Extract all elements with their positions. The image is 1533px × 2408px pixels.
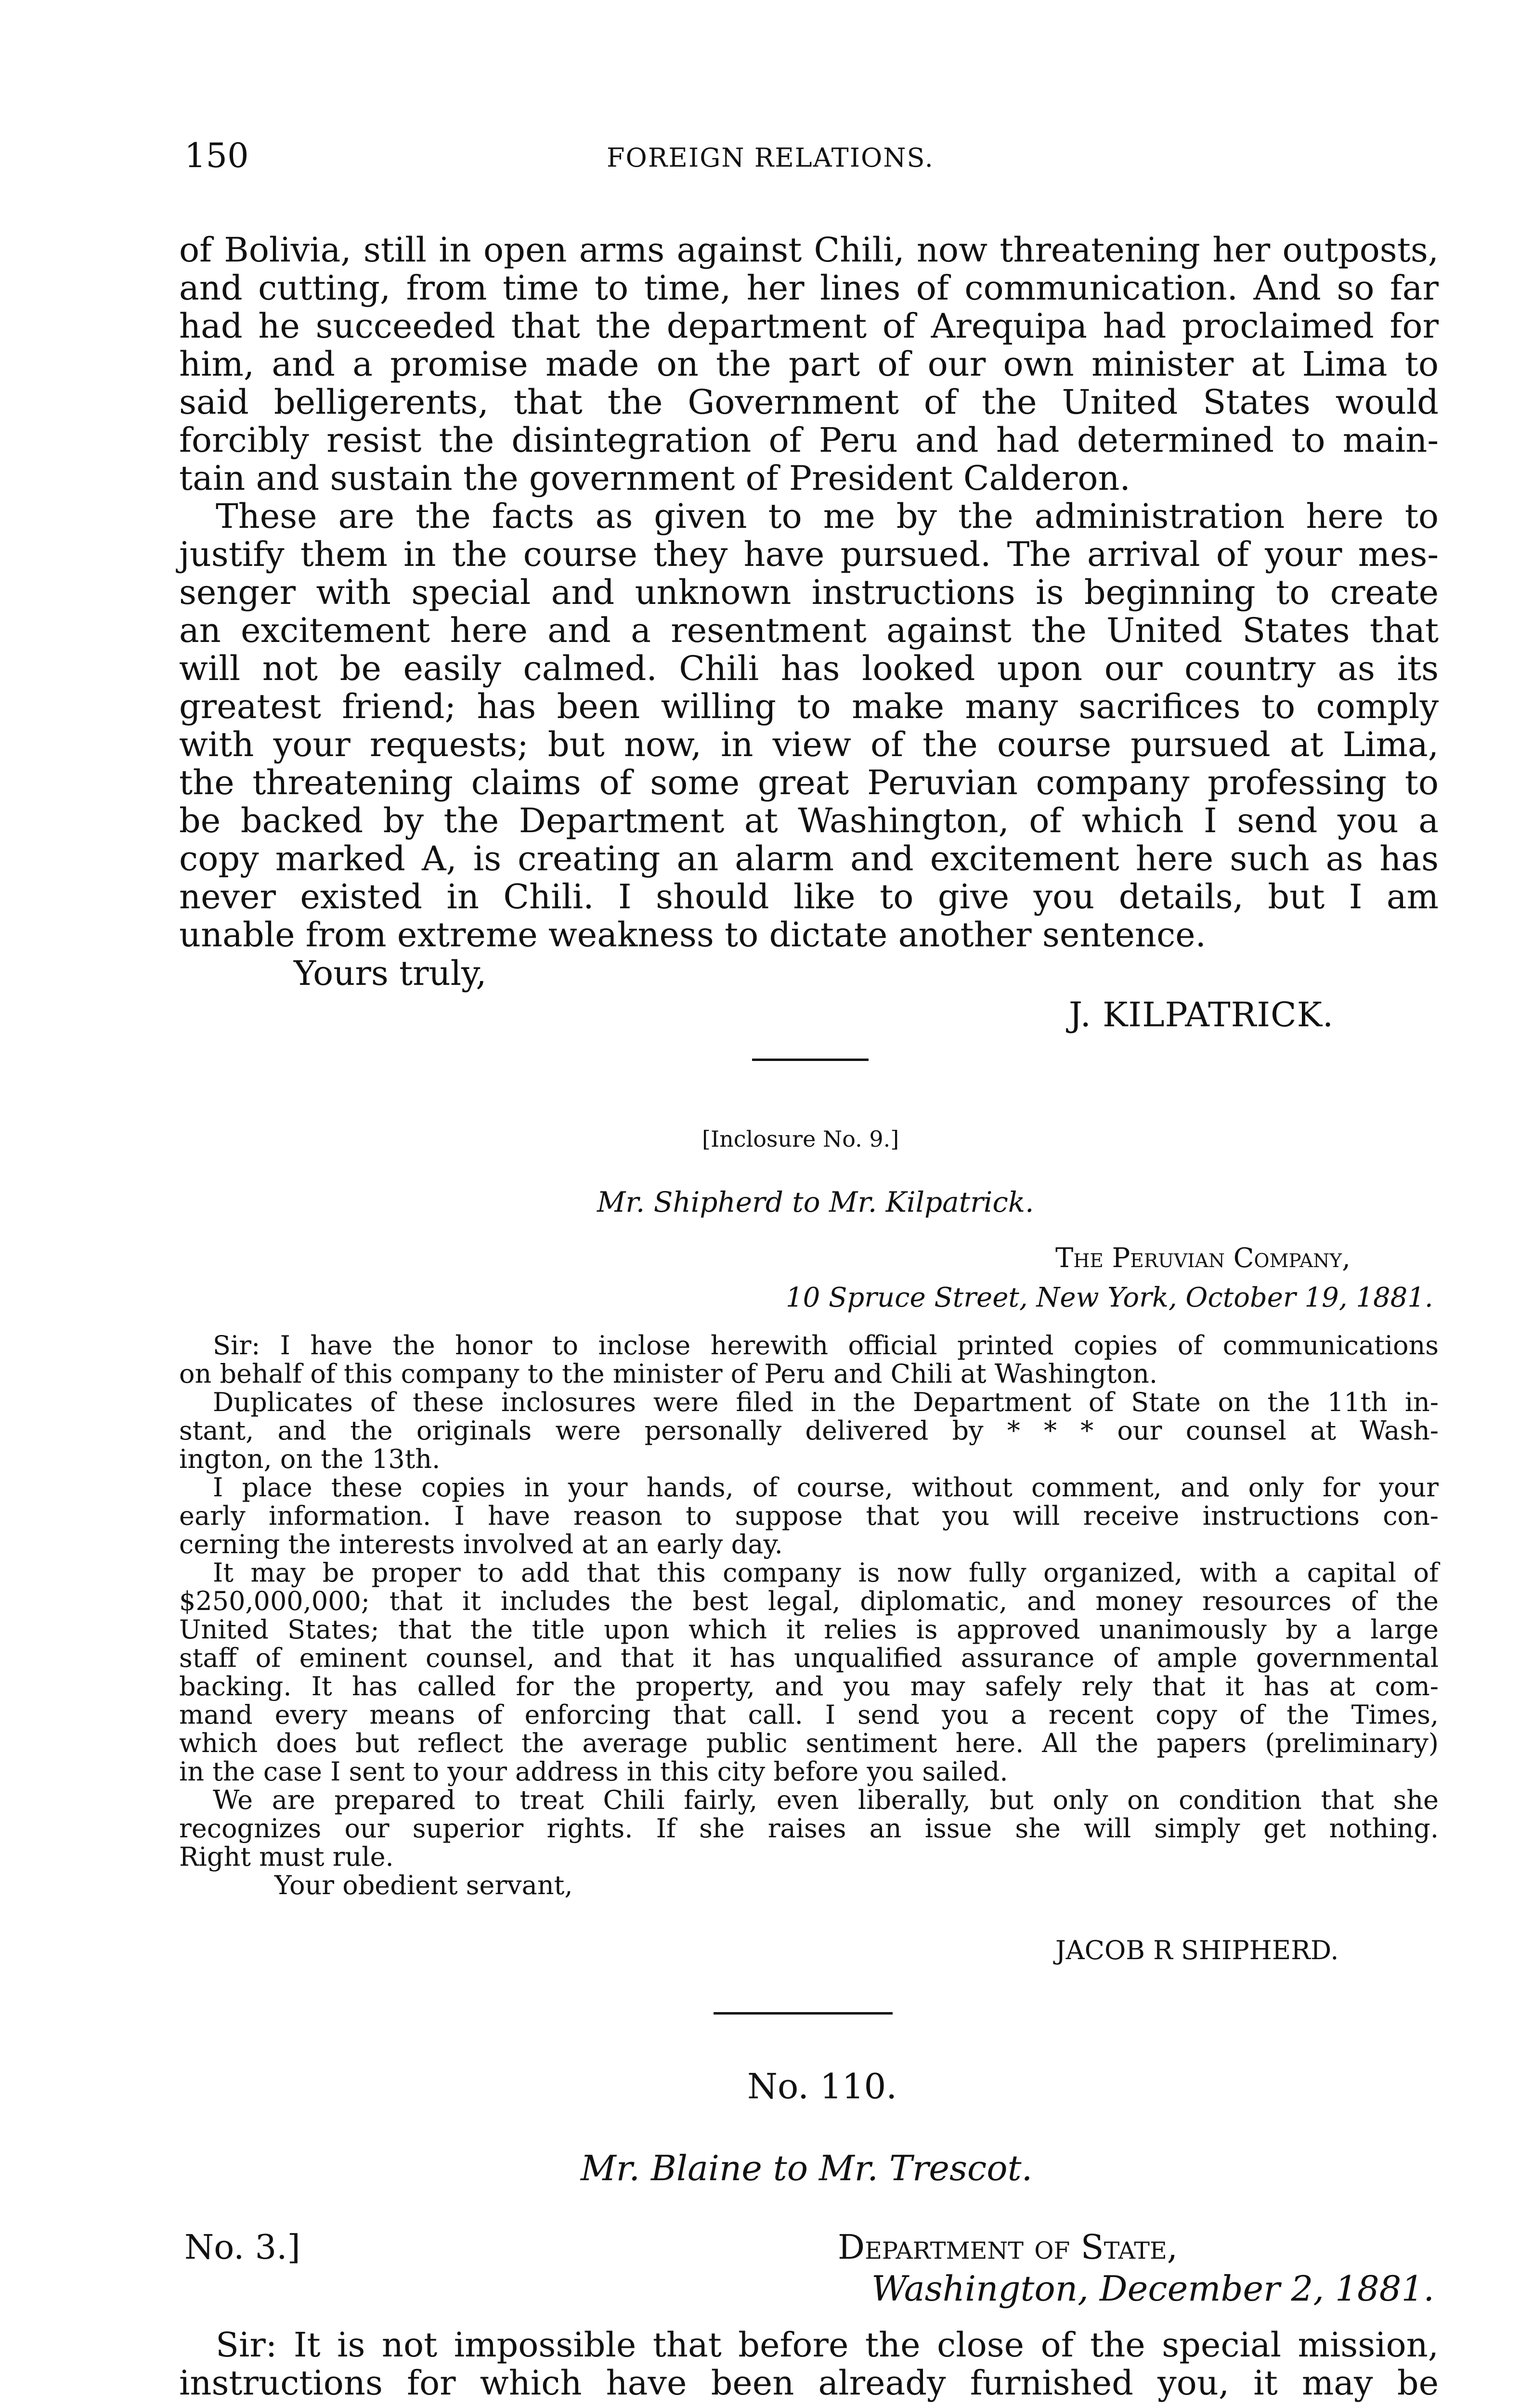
- dispatch-reference: No. 3.]: [184, 2227, 300, 2267]
- text-line: be backed by the Department at Washington, of which I send you a: [179, 801, 1439, 840]
- text-line: of Bolivia, still in open arms against Chili, now threatening her outposts,: [179, 230, 1439, 270]
- text-line: copy marked A, is creating an alarm and excitement here such as has: [179, 839, 1439, 878]
- running-title: FOREIGN RELATIONS.: [607, 143, 934, 173]
- text-line: stant, and the originals were personally delivered by * * * our counsel at Wash-: [179, 1415, 1439, 1446]
- text-line: Duplicates of these inclosures were filed in the Department of State on the 11th in-: [213, 1387, 1439, 1417]
- text-line: senger with special and unknown instructions is beginning to create: [179, 573, 1439, 612]
- text-line: in the case I sent to your address in this city before you sailed.: [179, 1756, 1008, 1787]
- text-line: early information. I have reason to suppose that you will receive instructions con-: [179, 1501, 1439, 1531]
- text-line: had he succeeded that the department of Arequipa had proclaimed for: [179, 306, 1439, 346]
- text-line: greatest friend; has been willing to make many sacrifices to comply: [179, 687, 1439, 726]
- text-line: Right must rule.: [179, 1842, 394, 1872]
- text-line: It may be proper to add that this company is now fully organized, with a capital of: [213, 1557, 1439, 1588]
- divider: [714, 2012, 893, 2015]
- text-line: mand every means of enforcing that call. I send you a recent copy of the Times,: [179, 1700, 1439, 1730]
- text-line: These are the facts as given to me by the administration here to: [216, 497, 1439, 536]
- text-line: justify them in the course they have pursued. The arrival of your mes-: [179, 535, 1439, 574]
- text-line: We are prepared to treat Chili fairly, even liberally, but only on condition that she: [213, 1785, 1439, 1815]
- text-line: on behalf of this company to the minister of Peru and Chili at Washington.: [179, 1359, 1158, 1389]
- text-line: and cutting, from time to time, her lines of communication. And so far: [179, 268, 1439, 308]
- letter-heading: Mr. Shipherd to Mr. Kilpatrick.: [597, 1186, 1034, 1218]
- letterhead-date: Washington, December 2, 1881.: [871, 2268, 1435, 2309]
- letterhead-department: Department of State,: [838, 2227, 1178, 2267]
- signature: JACOB R SHIPHERD.: [1055, 1935, 1339, 1965]
- document-number: No. 110.: [747, 2066, 897, 2107]
- text-line: $250,000,000; that it includes the best legal, diplomatic, and money resources of the: [179, 1586, 1439, 1616]
- text-line: unable from extreme weakness to dictate another sentence.: [179, 915, 1206, 955]
- text-line: Sir: It is not impossible that before the close of the special mission,: [216, 2325, 1439, 2365]
- inclosure-label: [Inclosure No. 9.]: [702, 1126, 899, 1152]
- letter-heading: Mr. Blaine to Mr. Trescot.: [581, 2148, 1033, 2188]
- text-line: I place these copies in your hands, of course, without comment, and only for your: [213, 1472, 1439, 1503]
- text-line: staff of eminent counsel, and that it has unqualified assurance of ample governmental: [179, 1643, 1439, 1673]
- text-line: United States; that the title upon which it relies is approved unanimously by a large: [179, 1614, 1439, 1645]
- text-line: an excitement here and a resentment against the United States that: [179, 611, 1439, 650]
- text-line: cerning the interests involved at an early day.: [179, 1529, 783, 1559]
- letter-closing: Yours truly,: [294, 954, 487, 993]
- letterhead-date: 10 Spruce Street, New York, October 19, 1881.: [786, 1282, 1433, 1313]
- page-number: 150: [184, 136, 249, 175]
- letter-closing: Your obedient servant,: [274, 1870, 573, 1900]
- text-line: the threatening claims of some great Peruvian company professing to: [179, 763, 1439, 802]
- text-line: tain and sustain the government of President Calderon.: [179, 458, 1130, 498]
- text-line: forcibly resist the disintegration of Peru and had determined to main-: [179, 420, 1439, 460]
- letterhead-company: The Peruvian Company,: [1055, 1243, 1351, 1274]
- text-line: backing. It has called for the property, and you may safely rely that it has at com-: [179, 1671, 1439, 1701]
- text-line: never existed in Chili. I should like to give you details, but I am: [179, 877, 1439, 916]
- text-line: with your requests; but now, in view of the course pursued at Lima,: [179, 725, 1439, 764]
- text-line: instructions for which have been already furnished you, it may be: [179, 2363, 1439, 2403]
- text-line: will not be easily calmed. Chili has looked upon our country as its: [179, 649, 1439, 688]
- text-line: ington, on the 13th.: [179, 1444, 441, 1474]
- text-line: Sir: I have the honor to inclose herewith official printed copies of communications: [213, 1330, 1439, 1361]
- divider: [752, 1059, 869, 1061]
- text-line: which does but reflect the average public sentiment here. All the papers (preliminary): [179, 1728, 1439, 1758]
- text-line: recognizes our superior rights. If she raises an issue she will simply get nothing.: [179, 1813, 1439, 1844]
- text-line: him, and a promise made on the part of our own minister at Lima to: [179, 344, 1439, 384]
- text-line: said belligerents, that the Government of the United States would: [179, 382, 1439, 422]
- signature: J. KILPATRICK.: [1069, 995, 1334, 1034]
